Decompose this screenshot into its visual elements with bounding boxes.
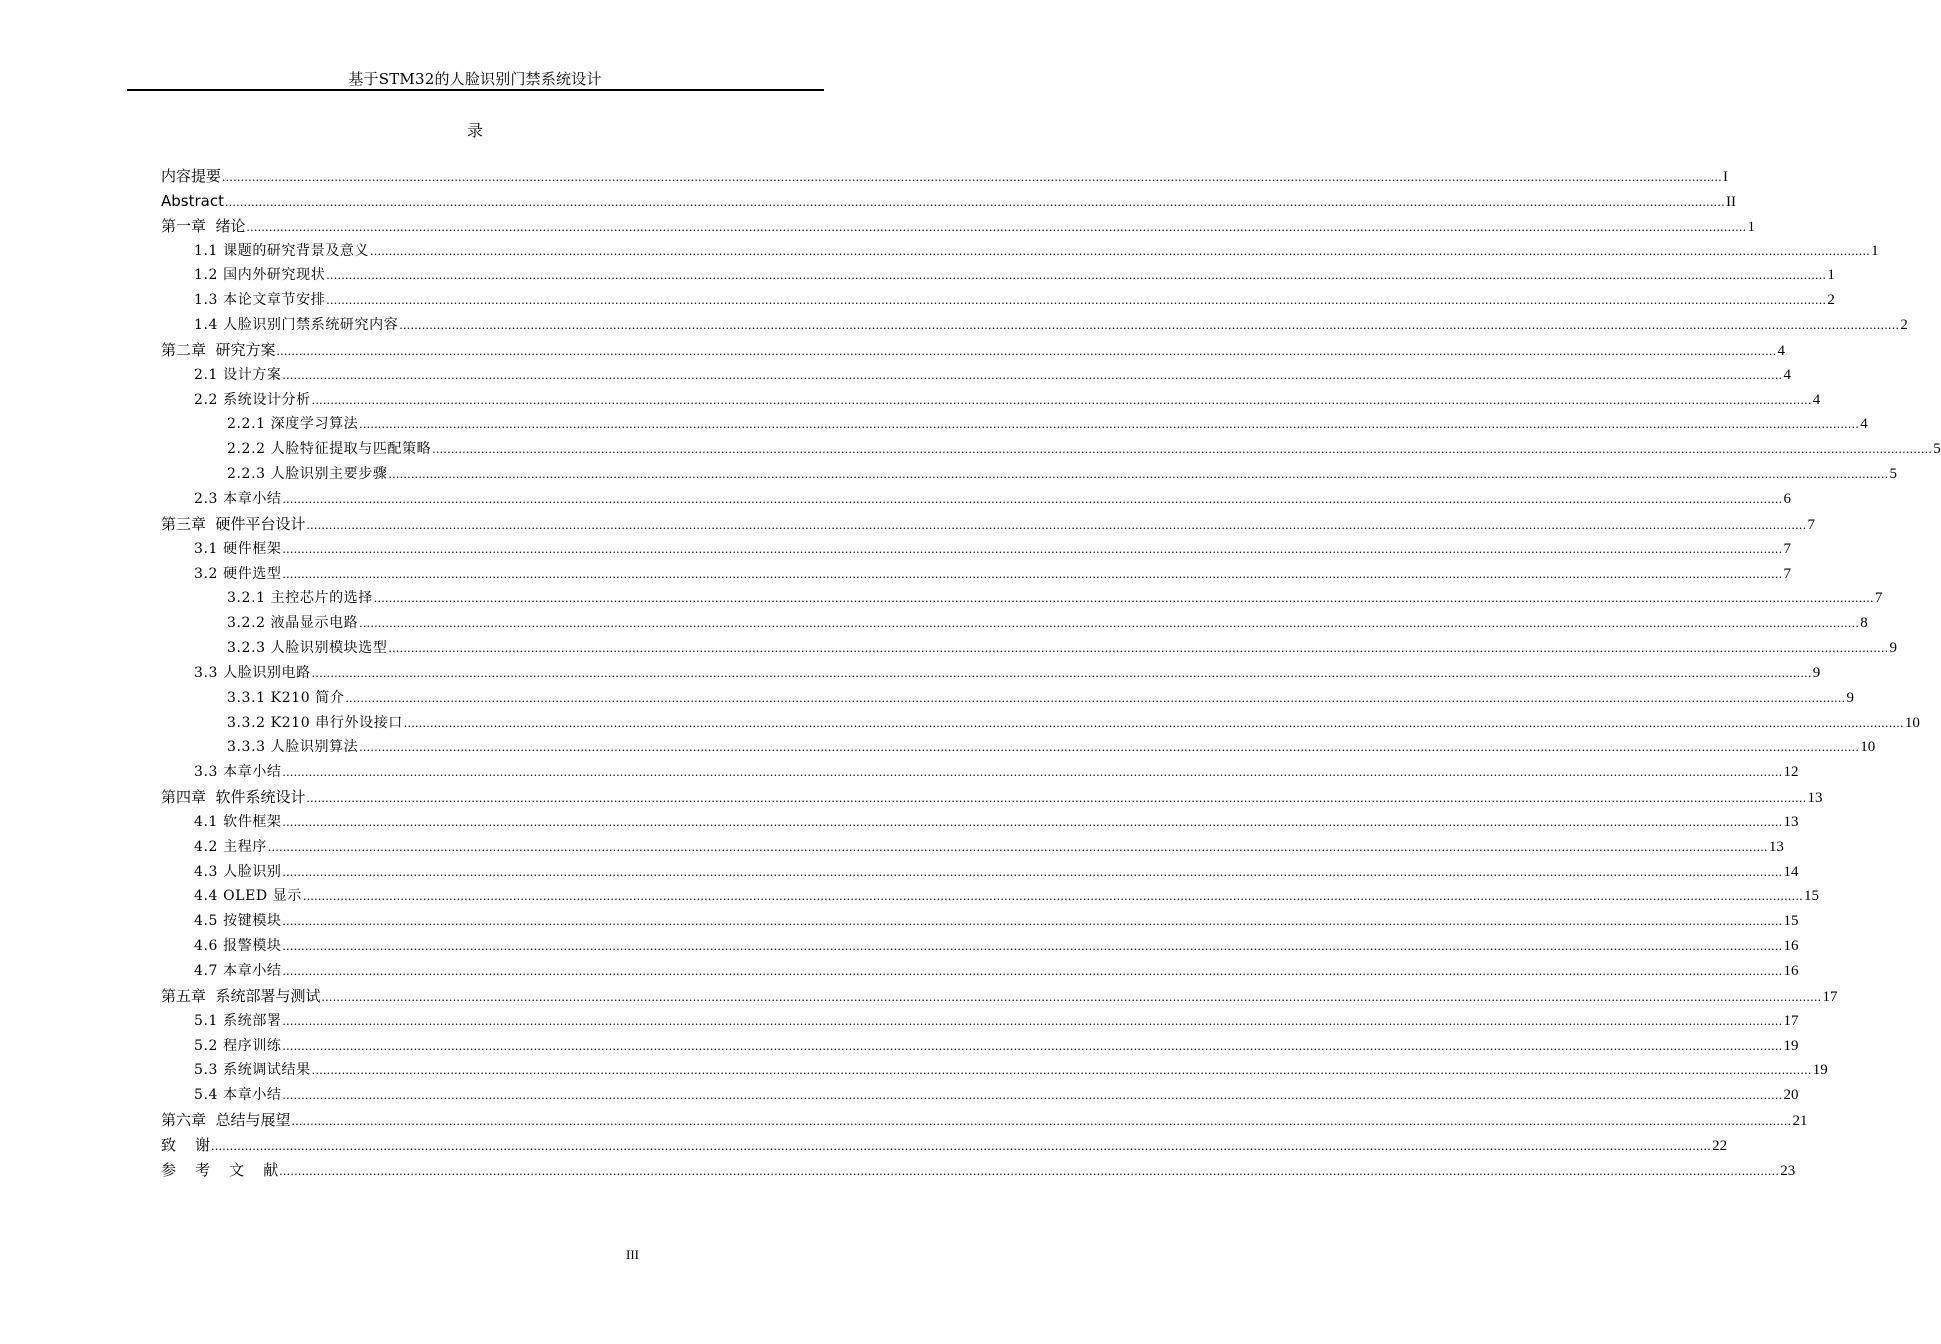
toc-entry-page: 7 <box>1783 540 1792 557</box>
dot-leader: ................................................................................................................................................................................................................................................................................................................................................................................................................ <box>211 1137 1712 1153</box>
toc-entry[interactable] <box>161 562 1792 587</box>
toc-entry-page: 4 <box>1777 342 1786 359</box>
toc-entry[interactable] <box>161 1108 1808 1133</box>
toc-entry-page: 10 <box>1860 739 1876 756</box>
dot-leader: ................................................................................................................................................................................................................................................................................................................................................................................................................ <box>326 292 1827 308</box>
toc-entry[interactable] <box>161 735 1876 760</box>
toc-entry-page: 17 <box>1783 1012 1799 1029</box>
dot-leader: ................................................................................................................................................................................................................................................................................................................................................................................................................ <box>345 689 1846 705</box>
dot-leader: ................................................................................................................................................................................................................................................................................................................................................................................................................ <box>291 1113 1792 1129</box>
toc-entry[interactable] <box>161 984 1838 1009</box>
toc-entry-label: 5.2 程序训练 <box>194 1037 282 1054</box>
toc-entry-page: 13 <box>1783 813 1799 830</box>
dot-leader: ................................................................................................................................................................................................................................................................................................................................................................................................................ <box>282 1087 1783 1103</box>
toc-entry[interactable] <box>161 388 1821 413</box>
dot-leader: ................................................................................................................................................................................................................................................................................................................................................................................................................ <box>403 714 1904 730</box>
toc-entry-label: 1.4 人脸识别门禁系统研究内容 <box>194 317 399 334</box>
toc-entry-label: 5.4 本章小结 <box>194 1087 282 1104</box>
dot-leader: ................................................................................................................................................................................................................................................................................................................................................................................................................ <box>282 813 1783 829</box>
dot-leader: ................................................................................................................................................................................................................................................................................................................................................................................................................ <box>246 218 1747 234</box>
dot-leader: ................................................................................................................................................................................................................................................................................................................................................................................................................ <box>370 242 1871 258</box>
toc-entry[interactable] <box>161 363 1792 388</box>
toc-entry[interactable] <box>161 537 1792 562</box>
toc-entry-label: 3.3.3 人脸识别算法 <box>227 739 359 756</box>
toc-entry-page: 20 <box>1783 1087 1799 1104</box>
toc-entry[interactable] <box>161 1034 1799 1059</box>
toc-entry[interactable] <box>161 189 1736 214</box>
toc-entry[interactable] <box>161 412 1868 437</box>
dot-leader: ................................................................................................................................................................................................................................................................................................................................................................................................................ <box>282 540 1783 556</box>
toc-entry-label: Abstract <box>161 191 224 210</box>
toc-entry-label: 2.2 系统设计分析 <box>194 391 311 408</box>
toc-entry-page: 13 <box>1768 838 1784 855</box>
dot-leader: ................................................................................................................................................................................................................................................................................................................................................................................................................ <box>399 317 1900 333</box>
dot-leader: ................................................................................................................................................................................................................................................................................................................................................................................................................ <box>282 913 1783 929</box>
toc-entry[interactable] <box>161 785 1823 810</box>
toc-entry[interactable] <box>161 288 1835 313</box>
toc-entry-page: 22 <box>1712 1137 1728 1154</box>
toc-entry-page: 16 <box>1783 938 1799 955</box>
dot-leader: ................................................................................................................................................................................................................................................................................................................................................................................................................ <box>432 441 1933 457</box>
toc-entry[interactable] <box>161 164 1729 189</box>
toc-entry-label: 1.1 课题的研究背景及意义 <box>194 242 370 259</box>
dot-leader: ................................................................................................................................................................................................................................................................................................................................................................................................................ <box>388 466 1889 482</box>
toc-entry-label: 3.3.1 K210 简介 <box>227 689 345 706</box>
toc-entry-page: 5 <box>1933 441 1941 458</box>
toc-entry[interactable] <box>161 263 1835 288</box>
toc-entry[interactable] <box>161 462 1897 487</box>
dot-leader: ................................................................................................................................................................................................................................................................................................................................................................................................................ <box>282 963 1783 978</box>
toc-entry-label: 4.2 主程序 <box>194 838 267 855</box>
toc-entry[interactable] <box>161 959 1799 984</box>
toc-entry-label: 3.2.1 主控芯片的选择 <box>227 590 373 607</box>
toc-entry-label: 2.3 本章小结 <box>194 490 282 507</box>
toc-entry-label: 3.3 人脸识别电路 <box>194 664 311 681</box>
toc-entry[interactable] <box>161 338 1786 363</box>
toc-entry-page: 1 <box>1747 218 1756 235</box>
toc-entry-page: 1 <box>1871 242 1879 259</box>
toc-entry[interactable] <box>161 884 1819 909</box>
dot-leader: ................................................................................................................................................................................................................................................................................................................................................................................................................ <box>276 342 1777 358</box>
toc-entry-page: 4 <box>1860 416 1868 433</box>
toc-entry[interactable] <box>161 711 1920 736</box>
toc-entry-page: 15 <box>1803 888 1819 905</box>
toc-entry[interactable] <box>161 611 1868 636</box>
table-of-contents <box>161 164 1941 1183</box>
dot-leader: ................................................................................................................................................................................................................................................................................................................................................................................................................ <box>267 838 1768 854</box>
dot-leader: ................................................................................................................................................................................................................................................................................................................................................................................................................ <box>302 888 1803 904</box>
toc-entry-page: 23 <box>1780 1162 1796 1179</box>
toc-entry-page: 19 <box>1812 1062 1828 1079</box>
toc-entry-label: 参 考 文 献 <box>161 1160 279 1179</box>
toc-entry-label: 4.4 OLED 显示 <box>194 888 302 905</box>
dot-leader: ................................................................................................................................................................................................................................................................................................................................................................................................................ <box>282 938 1783 954</box>
toc-entry-label: 4.5 按键模块 <box>194 913 282 930</box>
toc-entry[interactable] <box>161 1058 1828 1083</box>
toc-entry-label: 第一章 绪论 <box>161 216 246 235</box>
dot-leader: ................................................................................................................................................................................................................................................................................................................................................................................................................ <box>326 267 1827 283</box>
dot-leader: ................................................................................................................................................................................................................................................................................................................................................................................................................ <box>311 391 1812 407</box>
dot-leader: ................................................................................................................................................................................................................................................................................................................................................................................................................ <box>282 1037 1783 1053</box>
toc-entry-label: 3.3 本章小结 <box>194 764 282 781</box>
toc-entry[interactable] <box>161 686 1855 711</box>
toc-entry[interactable] <box>161 934 1799 959</box>
toc-entry-label: 内容提要 <box>161 167 222 185</box>
toc-entry-page: 8 <box>1860 615 1868 632</box>
toc-entry[interactable] <box>161 313 1908 338</box>
toc-entry[interactable] <box>161 1083 1799 1108</box>
toc-entry[interactable] <box>161 636 1897 661</box>
dot-leader: ................................................................................................................................................................................................................................................................................................................................................................................................................ <box>373 590 1874 606</box>
toc-entry-label: 3.1 硬件框架 <box>194 540 282 557</box>
dot-leader: ................................................................................................................................................................................................................................................................................................................................................................................................................ <box>359 416 1860 432</box>
dot-leader: ................................................................................................................................................................................................................................................................................................................................................................................................................ <box>282 565 1783 581</box>
dot-leader: ................................................................................................................................................................................................................................................................................................................................................................................................................ <box>282 366 1783 382</box>
toc-entry-page: 9 <box>1889 640 1897 657</box>
toc-entry-label: 第二章 研究方案 <box>161 340 276 359</box>
toc-entry-label: 4.3 人脸识别 <box>194 863 282 880</box>
dot-leader: ................................................................................................................................................................................................................................................................................................................................................................................................................ <box>282 764 1783 780</box>
toc-entry-label: 2.2.2 人脸特征提取与匹配策略 <box>227 441 432 458</box>
toc-entry[interactable] <box>161 909 1799 934</box>
toc-entry[interactable] <box>161 860 1799 885</box>
toc-entry-label: 3.2 硬件选型 <box>194 565 282 582</box>
dot-leader: ................................................................................................................................................................................................................................................................................................................................................................................................................ <box>306 516 1807 532</box>
toc-entry-label: 致 谢 <box>161 1135 211 1154</box>
toc-entry-label: 第五章 系统部署与测试 <box>161 986 321 1005</box>
header-rule <box>127 89 824 91</box>
dot-leader: ................................................................................................................................................................................................................................................................................................................................................................................................................ <box>279 1162 1780 1178</box>
toc-entry-page: 15 <box>1783 913 1799 930</box>
dot-leader: ................................................................................................................................................................................................................................................................................................................................................................................................................ <box>311 1062 1812 1078</box>
toc-entry-page: 7 <box>1783 565 1792 582</box>
toc-entry-label: 4.7 本章小结 <box>194 963 282 979</box>
toc-entry-page: 1 <box>1827 267 1835 284</box>
toc-entry-page: 12 <box>1783 764 1799 781</box>
toc-entry-label: 3.2.2 液晶显示电路 <box>227 615 359 632</box>
toc-entry-page: I <box>1723 169 1729 185</box>
toc-entry-page: 10 <box>1904 714 1920 731</box>
toc-entry-label: 3.3.2 K210 串行外设接口 <box>227 714 403 731</box>
dot-leader: ................................................................................................................................................................................................................................................................................................................................................................................................................ <box>282 1012 1783 1028</box>
toc-entry-page: 16 <box>1783 963 1799 979</box>
dot-leader: ................................................................................................................................................................................................................................................................................................................................................................................................................ <box>388 640 1889 656</box>
toc-entry-label: 1.3 本论文章节安排 <box>194 292 326 309</box>
toc-entry-page: 7 <box>1874 590 1883 607</box>
toc-entry-label: 4.6 报警模块 <box>194 938 282 955</box>
dot-leader: ................................................................................................................................................................................................................................................................................................................................................................................................................ <box>224 193 1725 209</box>
dot-leader: ................................................................................................................................................................................................................................................................................................................................................................................................................ <box>359 615 1860 631</box>
toc-entry[interactable] <box>161 1158 1796 1183</box>
toc-entry-page: II <box>1725 193 1736 210</box>
toc-entry-label: 4.1 软件框架 <box>194 813 282 830</box>
toc-entry-page: 21 <box>1792 1113 1808 1130</box>
toc-entry-label: 5.1 系统部署 <box>194 1012 282 1029</box>
toc-entry-page: 5 <box>1889 466 1897 483</box>
toc-entry-page: 6 <box>1783 490 1792 507</box>
toc-entry-label: 1.2 国内外研究现状 <box>194 267 326 284</box>
toc-entry[interactable] <box>161 239 1879 264</box>
toc-entry[interactable] <box>161 1133 1728 1158</box>
toc-entry-page: 2 <box>1900 317 1908 334</box>
toc-entry-label: 2.2.3 人脸识别主要步骤 <box>227 466 388 483</box>
page-number: III <box>626 1247 639 1262</box>
toc-entry-page: 4 <box>1783 366 1792 383</box>
toc-entry-page: 9 <box>1846 689 1855 706</box>
toc-entry-page: 17 <box>1822 988 1838 1005</box>
toc-entry-label: 2.1 设计方案 <box>194 366 282 383</box>
toc-entry-page: 4 <box>1812 391 1821 408</box>
toc-entry[interactable] <box>161 437 1941 462</box>
toc-entry-label: 第六章 总结与展望 <box>161 1111 291 1130</box>
toc-entry[interactable] <box>161 487 1792 512</box>
toc-entry[interactable] <box>161 512 1816 537</box>
toc-entry[interactable] <box>161 661 1821 686</box>
toc-entry-label: 2.2.1 深度学习算法 <box>227 416 359 433</box>
dot-leader: ................................................................................................................................................................................................................................................................................................................................................................................................................ <box>282 863 1783 879</box>
toc-entry-label: 第三章 硬件平台设计 <box>161 514 306 533</box>
toc-entry-page: 13 <box>1807 790 1823 807</box>
running-header-title: 基于STM32的人脸识别门禁系统设计 <box>348 70 602 88</box>
toc-entry[interactable] <box>161 214 1756 239</box>
toc-entry[interactable] <box>161 1009 1799 1034</box>
dot-leader: ................................................................................................................................................................................................................................................................................................................................................................................................................ <box>282 490 1783 506</box>
dot-leader: ................................................................................................................................................................................................................................................................................................................................................................................................................ <box>306 790 1807 806</box>
toc-entry-label: 5.3 系统调试结果 <box>194 1062 311 1079</box>
toc-entry-page: 14 <box>1783 863 1799 880</box>
toc-entry-page: 19 <box>1783 1037 1799 1054</box>
toc-entry-page: 7 <box>1807 516 1816 533</box>
toc-entry-page: 2 <box>1827 292 1835 309</box>
toc-entry[interactable] <box>161 835 1784 860</box>
toc-entry[interactable] <box>161 760 1799 785</box>
toc-entry-label: 3.2.3 人脸识别模块选型 <box>227 640 388 657</box>
toc-entry-page: 9 <box>1812 664 1821 681</box>
toc-entry[interactable] <box>161 810 1799 835</box>
dot-leader: ................................................................................................................................................................................................................................................................................................................................................................................................................ <box>321 988 1822 1004</box>
toc-entry[interactable] <box>161 586 1883 611</box>
dot-leader: ................................................................................................................................................................................................................................................................................................................................................................................................................ <box>359 739 1860 755</box>
dot-leader: ................................................................................................................................................................................................................................................................................................................................................................................................................ <box>311 664 1812 680</box>
toc-title: 录 <box>466 121 483 140</box>
dot-leader: ................................................................................................................................................................................................................................................................................................................................................................................................................ <box>222 169 1723 184</box>
toc-entry-label: 第四章 软件系统设计 <box>161 788 306 807</box>
